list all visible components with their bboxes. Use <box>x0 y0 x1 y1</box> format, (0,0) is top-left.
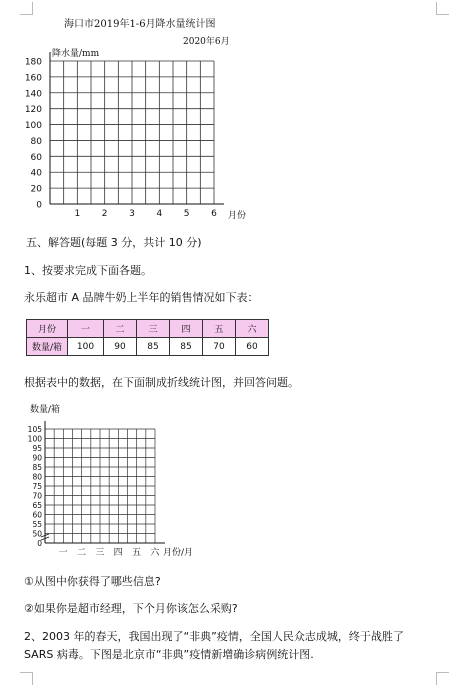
y-tick-label: 85 <box>32 463 42 472</box>
question-1-instruction: 根据表中的数据，在下面制成折线统计图，并回答问题。 <box>24 376 299 389</box>
y-tick-label: 70 <box>32 491 42 501</box>
table-row <box>27 338 269 356</box>
section-title: 五、解答题(每题 3 分，共计 10 分) <box>26 236 202 249</box>
question-1-sub2: ②如果你是超市经理，下个月你该怎么采购? <box>24 602 238 615</box>
chart2-ylabel: 数量/箱 <box>30 405 61 415</box>
y-tick-label: 140 <box>24 89 42 100</box>
table-cell: 60 <box>236 338 269 356</box>
x-tick-label: 五 <box>131 548 142 558</box>
table-row <box>27 320 269 338</box>
y-tick-label: 0 <box>36 200 42 211</box>
y-tick-label: 20 <box>30 184 42 195</box>
y-tick-label: 50 <box>32 529 42 539</box>
question-2-line2: SARS 病毒。下图是北京市“非典”疫情新增确诊病例统计图. <box>24 648 314 661</box>
y-tick-label: 100 <box>27 434 42 444</box>
table-header-cell: 二 <box>104 320 137 338</box>
table-cell: 85 <box>170 338 203 356</box>
x-tick-label: 二 <box>76 548 87 558</box>
y-tick-label: 80 <box>30 136 42 147</box>
x-tick-label: 六 <box>150 548 160 558</box>
corner-mark-bottom-right <box>436 672 449 685</box>
table-header-cell: 五 <box>203 320 236 338</box>
chart1-date: 2020年6月 <box>183 37 230 47</box>
question-1-intro: 永乐超市 A 品牌牛奶上半年的销售情况如下表： <box>24 291 259 304</box>
y-tick-label: 160 <box>24 73 42 84</box>
sales-table <box>26 319 269 356</box>
x-tick-label: 1 <box>74 209 81 219</box>
x-tick-label: 6 <box>211 209 217 219</box>
question-1-sub1: ①从图中你获得了哪些信息? <box>24 575 161 588</box>
question-2-line1: 2、2003 年的春天，我国出现了“非典”疫情，全国人民众志成城，终于战胜了 <box>24 630 404 643</box>
x-tick-label: 2 <box>101 209 108 219</box>
table-header-cell: 一 <box>68 320 104 338</box>
x-tick-label: 4 <box>156 209 163 219</box>
table-header-cell: 三 <box>137 320 170 338</box>
y-tick-label: 180 <box>24 57 42 68</box>
table-header-cell: 六 <box>236 320 269 338</box>
chart1-ylabel: 降水量/mm <box>52 49 100 59</box>
y-tick-label: 100 <box>24 121 42 132</box>
y-tick-label: 105 <box>27 425 42 434</box>
y-tick-label: 90 <box>32 453 42 463</box>
table-cell: 90 <box>104 338 137 356</box>
y-tick-label: 75 <box>32 482 42 491</box>
table-cell: 85 <box>137 338 170 356</box>
question-1-prompt: 1、按要求完成下面各题。 <box>24 264 152 277</box>
y-tick-label: 40 <box>30 168 42 179</box>
chart1-title: 海口市2019年1-6月降水量统计图 <box>64 19 216 30</box>
y-tick-label: 120 <box>24 105 42 116</box>
table-header-cell: 四 <box>170 320 203 338</box>
table-row-label: 数量/箱 <box>27 338 68 356</box>
y-tick-label: 0 <box>37 539 42 548</box>
table-cell: 70 <box>203 338 236 356</box>
y-tick-label: 65 <box>32 501 42 510</box>
x-unit-label: 月份/月 <box>163 548 194 558</box>
table-cell: 100 <box>68 338 104 356</box>
y-tick-label: 60 <box>32 510 42 520</box>
x-unit-label: 月份 <box>228 211 247 221</box>
x-tick-label: 四 <box>113 548 123 558</box>
table-header-cell: 月份 <box>27 320 68 338</box>
y-tick-label: 80 <box>32 472 42 482</box>
y-tick-label: 95 <box>32 444 42 453</box>
chart1-grid <box>0 0 467 230</box>
x-tick-label: 三 <box>95 548 105 558</box>
y-tick-label: 55 <box>32 520 42 529</box>
x-tick-label: 5 <box>183 209 190 219</box>
corner-mark-bottom-left <box>20 672 33 685</box>
x-tick-label: 3 <box>129 209 135 219</box>
y-tick-label: 60 <box>30 152 42 163</box>
x-tick-label: 一 <box>58 548 68 558</box>
chart2-grid <box>0 415 467 565</box>
